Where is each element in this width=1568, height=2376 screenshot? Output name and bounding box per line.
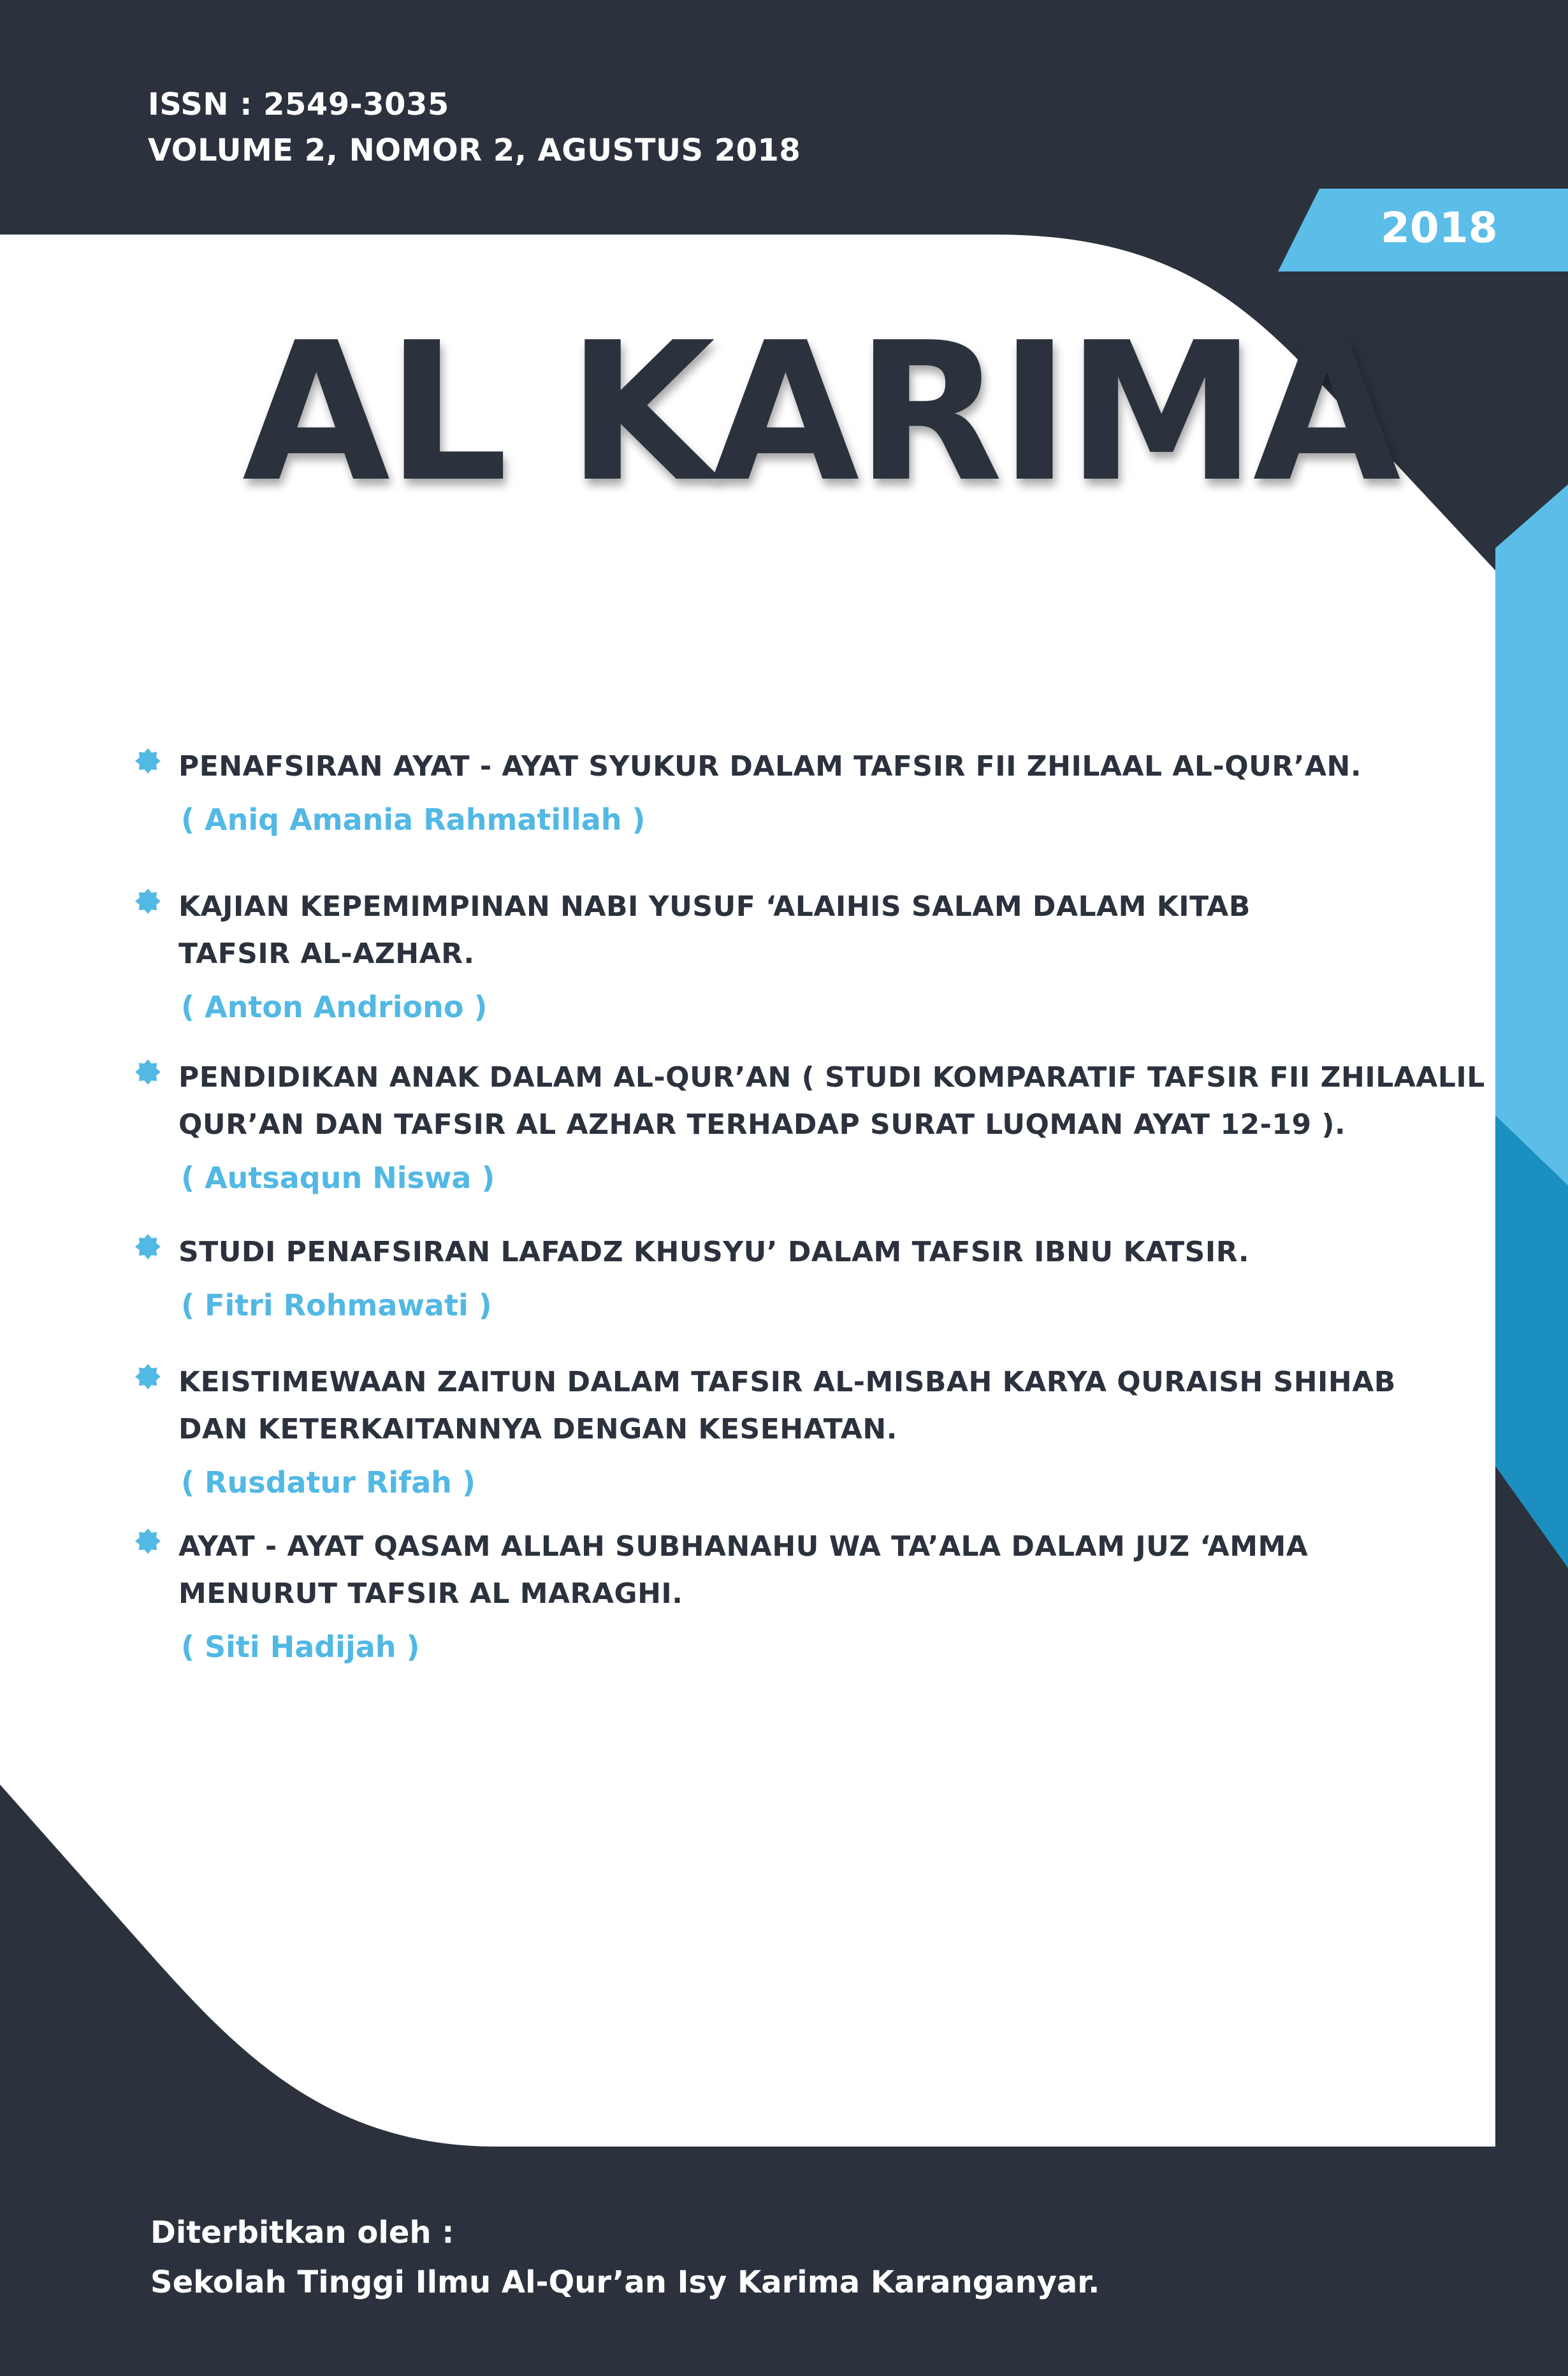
article-title-line: PENDIDIKAN ANAK DALAM AL-QUR’AN ( STUDI KOMPARATIF TAFSIR FII ZHILAALIL [178, 1061, 1485, 1094]
publisher-label: Diterbitkan oleh : [150, 2215, 454, 2250]
article-title [178, 1523, 1485, 1618]
article-author: ( Rusdatur Rifah ) [181, 1465, 476, 1500]
article-title [178, 1054, 1485, 1148]
article-author: ( Siti Hadijah ) [181, 1630, 420, 1664]
article-title-line: KAJIAN KEPEMIMPINAN NABI YUSUF ‘ALAIHIS SALAM DALAM KITAB [178, 890, 1251, 923]
article-title-line: STUDI PENAFSIRAN LAFADZ KHUSYU’ DALAM TAFSIR IBNU KATSIR. [178, 1236, 1250, 1268]
volume-text: VOLUME 2, NOMOR 2, AGUSTUS 2018 [148, 133, 801, 168]
article-item [134, 743, 1485, 839]
publisher-name: Sekolah Tinggi Ilmu Al-Qur’an Isy Karima Karanganyar. [150, 2264, 1100, 2300]
eight-point-star-icon [134, 1233, 162, 1261]
article-title [178, 1229, 1485, 1276]
article-title [178, 743, 1485, 790]
eight-point-star-icon [134, 1527, 162, 1555]
article-title-line: DAN KETERKAITANNYA DENGAN KESEHATAN. [178, 1413, 897, 1445]
eight-point-star-icon [134, 747, 162, 775]
masthead-info [148, 82, 801, 173]
article-title [178, 883, 1485, 978]
eight-point-star-icon [134, 887, 162, 915]
eight-point-star-icon [134, 1058, 162, 1086]
article-item [134, 1054, 1485, 1197]
article-item [134, 1359, 1485, 1502]
eight-point-star-icon [134, 1363, 162, 1391]
article-author: ( Anton Andriono ) [181, 990, 488, 1024]
article-item [134, 1229, 1485, 1324]
article-title-line: PENAFSIRAN AYAT - AYAT SYUKUR DALAM TAFSIR FII ZHILAAL AL-QUR’AN. [178, 750, 1362, 783]
article-title-line: QUR’AN DAN TAFSIR AL AZHAR TERHADAP SURAT LUQMAN AYAT 12-19 ). [178, 1108, 1346, 1141]
article-item [134, 1523, 1485, 1666]
article-title-line: AYAT - AYAT QASAM ALLAH SUBHANAHU WA TA’ALA DALAM JUZ ‘AMMA [178, 1530, 1309, 1563]
journal-title: AL KARIMA [242, 301, 1397, 524]
issn-text: ISSN : 2549-3035 [148, 87, 449, 122]
article-author: ( Aniq Amania Rahmatillah ) [181, 802, 646, 837]
year-badge-text: 2018 [1381, 203, 1498, 252]
article-author: ( Fitri Rohmawati ) [181, 1288, 492, 1322]
article-title [178, 1359, 1485, 1453]
article-title-line: TAFSIR AL-AZHAR. [178, 938, 475, 970]
publisher-info [150, 2208, 1100, 2307]
article-item [134, 883, 1485, 1026]
article-title-line: KEISTIMEWAAN ZAITUN DALAM TAFSIR AL-MISBAH KARYA QURAISH SHIHAB [178, 1366, 1396, 1398]
article-title-line: MENURUT TAFSIR AL MARAGHI. [178, 1577, 683, 1610]
article-author: ( Autsaqun Niswa ) [181, 1161, 495, 1195]
